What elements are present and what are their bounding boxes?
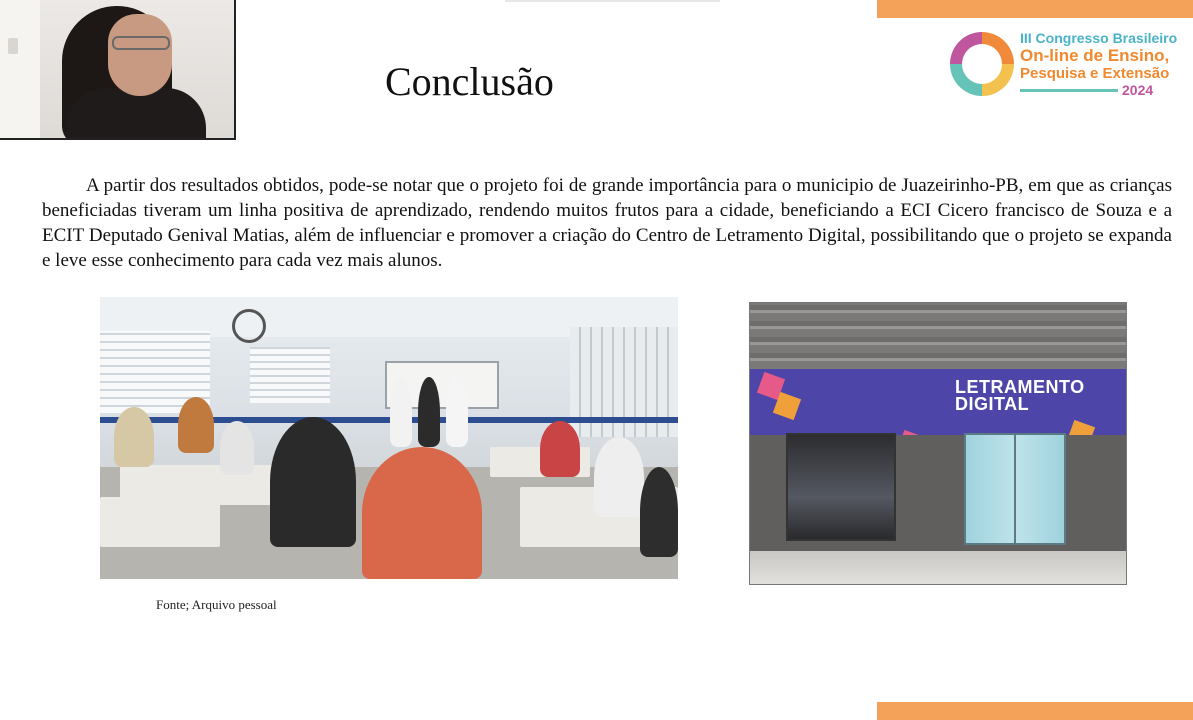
presenter-glasses [112, 36, 170, 50]
congress-logo [948, 26, 1186, 102]
classroom-window-middle [250, 347, 330, 403]
student [640, 467, 678, 557]
student [446, 375, 468, 447]
top-accent-bar [877, 0, 1193, 18]
classroom-photo [100, 297, 678, 579]
letramento-sign [955, 379, 1085, 413]
wall-plug [8, 38, 18, 54]
bottom-accent-bar [877, 702, 1193, 720]
logo-line1: III Congresso Brasileiro [1020, 30, 1178, 46]
storefront-window [786, 433, 896, 541]
sign-line1: LETRAMENTO [955, 377, 1085, 397]
sidewalk [750, 551, 1127, 585]
webcam-background-window [0, 0, 40, 140]
logo-line3: Pesquisa e Extensão [1020, 65, 1170, 82]
student [220, 421, 254, 475]
student [418, 377, 440, 447]
top-divider [505, 0, 720, 2]
sign-line2: DIGITAL [955, 394, 1030, 414]
student [114, 407, 154, 467]
desk [100, 497, 220, 547]
logo-year: 2024 [1122, 82, 1154, 98]
ceiling-fan [232, 309, 266, 343]
logo-underline [1020, 89, 1118, 92]
conclusion-paragraph: A partir dos resultados obtidos, pode-se notar que o projeto foi de grande importância para o municipio de Juazeirinho-PB, em que as crianças beneficiadas tiveram um linha positiva de aprendizado, rendendo muitos frutos para a cidade, beneficiando a ECI Cicero francisco de Souza e a ECIT Deputado Genival Matias, além de influenciar e promover a criação do Centro de Letramento Digital, possibilitando que o projeto se expanda e leve esse conhecimento para cada vez mais alunos. [42, 175, 1172, 271]
student [540, 421, 580, 477]
stone-wall [750, 303, 1127, 369]
student [178, 397, 214, 453]
logo-emblem-icon [950, 32, 1014, 96]
presenter-webcam [0, 0, 236, 140]
image-caption: Fonte; Arquivo pessoal [156, 597, 277, 612]
letramento-digital-photo [749, 302, 1127, 585]
student [362, 447, 482, 579]
slide-title: Conclusão [385, 59, 554, 104]
presenter-face [108, 14, 172, 96]
student [390, 377, 412, 447]
student [594, 437, 644, 517]
glass-door [964, 433, 1066, 545]
student [270, 417, 356, 547]
logo-line2: On-line de Ensino, [1020, 46, 1170, 65]
